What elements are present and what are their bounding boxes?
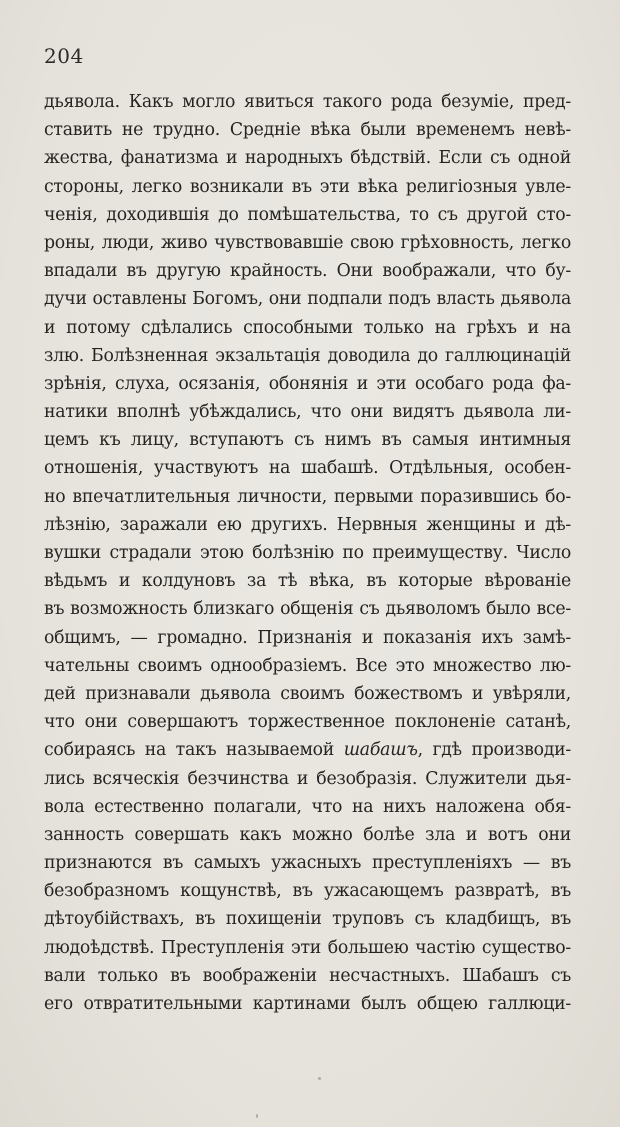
text-line: жества, фанатизма и народныхъ бѣдствій. Если съ одной [44,148,571,169]
text-line: вѣдьмъ и колдуновъ за тѣ вѣка, въ которые вѣрованіе [44,571,571,592]
text-line: зрѣнія, слуха, осязанія, обонянія и эти особаго рода фа- [44,373,571,394]
text-line: стороны, легко возникали въ эти вѣка религіозныя увле- [44,176,571,197]
text-line: дѣтоубійствахъ, въ похищеніи труповъ съ кладбищъ, въ [44,909,571,930]
text-line: людоѣдствѣ. Преступленія эти большею частію существо- [44,937,571,958]
text-segment: , гдѣ производи- [417,740,572,761]
text-line: дьявола. Какъ могло явиться такого рода безуміе, пред- [44,92,571,112]
text-line: цемъ къ лицу, вступаютъ съ нимъ въ самыя интимныя [44,430,571,451]
text-line: лись всяческія безчинства и безобразія. Служители дья- [44,768,571,789]
text-line: въ возможность близкаго общенія съ дьяволомъ было все- [44,599,571,620]
text-line: безобразномъ кощунствѣ, въ ужасающемъ развратѣ, въ [44,881,571,902]
text-line: общимъ, — громадно. Признанія и показанія ихъ замѣ- [44,627,571,648]
body-text [44,88,571,1018]
text-line: вали только въ воображеніи несчастныхъ. Шабашъ съ [44,965,571,986]
italic-term: шабашъ [343,740,418,761]
text-line: ченія, доходившія до помѣшательства, то съ другой сто- [44,204,571,225]
text-line: дей признавали дьявола своимъ божествомъ и увѣряли, [44,683,571,704]
text-line: ставить не трудно. Средніе вѣка были временемъ невѣ- [44,120,571,141]
text-line: впадали въ другую крайность. Они воображали, что бу- [44,261,571,282]
text-line: роны, люди, живо чувствовавшіе свою грѣховность, легко [44,232,571,253]
text-line: злю. Болѣзненная экзальтація доводила до галлюцинацій [44,345,571,366]
text-line: отношенія, участвуютъ на шабашѣ. Отдѣльныя, особен- [44,458,571,479]
text-line: и потому сдѣлались способными только на грѣхъ и на [44,317,571,338]
text-line: но впечатлительныя личности, первыми поразившись бо- [44,486,571,507]
paper-speck [318,1077,321,1080]
text-line: натики вполнѣ убѣждались, что они видятъ дьявола ли- [44,402,571,423]
text-line: лѣзнію, заражали ею другихъ. Нервныя женщины и дѣ- [44,514,571,535]
text-line: чательны своимъ однообразіемъ. Все это множество лю- [44,655,571,676]
text-segment: собираясь на такъ называемой [44,740,344,761]
page-number: 204 [44,44,84,68]
text-line: занность совершать какъ можно болѣе зла и вотъ они [44,824,571,845]
paper-speck [256,1114,258,1118]
text-line: что они совершаютъ торжественное поклоненіе сатанѣ, [44,712,571,733]
text-line: его отвратительными картинами былъ общею галлюци- [44,994,571,1014]
text-line: вушки страдали этою болѣзнію по преимуществу. Число [44,543,571,563]
text-line: дучи оставлены Богомъ, они подпали подъ власть дьявола [44,289,571,310]
text-line: признаются въ самыхъ ужасныхъ преступленіяхъ — въ [44,853,571,874]
text-line-with-italic [44,736,571,764]
text-line: вола естественно полагали, что на нихъ наложена обя- [44,796,571,817]
